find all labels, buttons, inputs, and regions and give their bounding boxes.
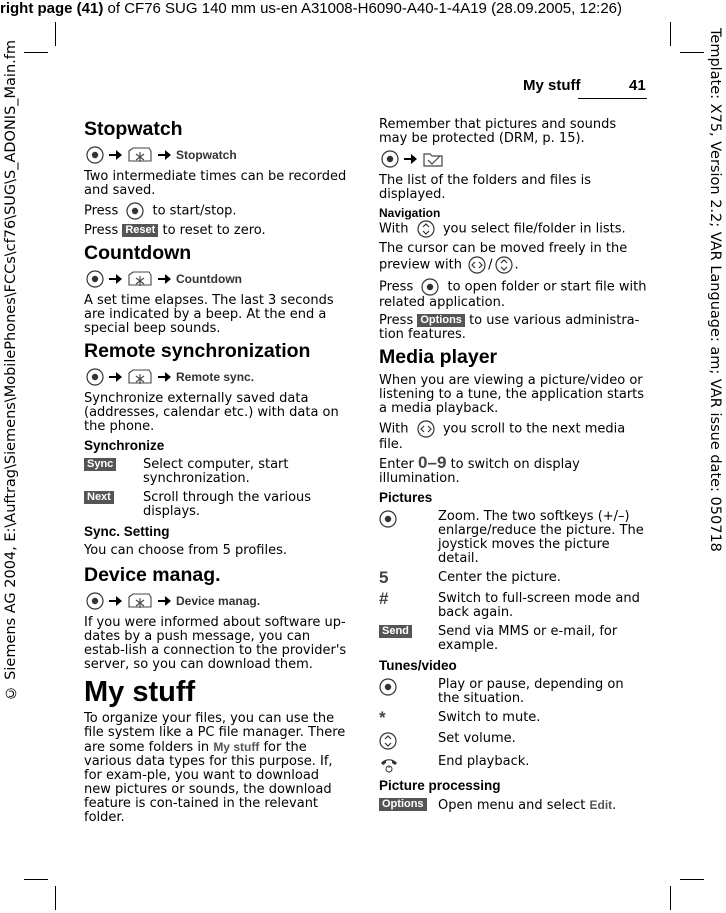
tunes-row-mute	[379, 708, 647, 727]
pictures-row-send	[379, 625, 647, 653]
arrow-right-icon	[404, 154, 417, 164]
device-manag-text: If you were informed about software up-dates by a push message, you can estab-lish a connection to the provider's server, so you can download them.	[84, 615, 347, 672]
key-cell	[379, 732, 438, 750]
remote-sync-heading: Remote synchronization	[84, 340, 311, 362]
fullscreen-desc: Switch to full-screen mode and back again.	[438, 591, 640, 620]
text-fragment: you select file/folder in lists.	[442, 221, 626, 237]
end-call-icon	[379, 755, 399, 773]
mystuff-link: My stuff	[213, 740, 260, 754]
extras-menu-icon	[127, 270, 153, 288]
stopwatch-text: Two intermediate times can be recorded and saved.	[84, 169, 347, 198]
next-softkey: Next	[84, 491, 114, 504]
navigation-text-4	[379, 314, 647, 342]
key-cell	[379, 798, 438, 813]
digit-keys: 0–9	[418, 453, 447, 472]
navigation-text-1	[379, 220, 647, 238]
joystick-leftright-icon	[417, 420, 435, 438]
mystuff-menu-path	[381, 150, 647, 168]
text-fragment: .	[514, 257, 519, 273]
stopwatch-menu-path	[86, 146, 350, 164]
text-fragment: Press	[84, 223, 119, 238]
volume-desc: Set volume.	[438, 731, 516, 746]
arrow-right-icon	[109, 372, 122, 382]
send-desc: Send via MMS or e-mail, for example.	[438, 624, 618, 653]
stopwatch-heading: Stopwatch	[84, 118, 183, 140]
text-fragment: Press	[379, 279, 414, 295]
extras-menu-icon	[127, 592, 153, 610]
text-fragment: to switch on display illumination.	[379, 457, 580, 486]
center-key-icon	[381, 150, 399, 168]
crop-mark	[24, 879, 48, 880]
crop-mark	[670, 22, 671, 46]
countdown-menu-path	[86, 270, 350, 288]
processing-desc	[438, 798, 647, 813]
sync-setting-text: You can choose from 5 profiles.	[84, 543, 287, 558]
stopwatch-path-label: Stopwatch	[176, 148, 237, 162]
crop-mark	[24, 52, 48, 53]
running-header	[523, 77, 646, 94]
joystick-updown-icon	[495, 256, 513, 274]
text-fragment: Press	[379, 313, 414, 328]
mystuff-heading: My stuff	[84, 676, 196, 708]
sync-key-cell	[84, 458, 143, 486]
key-cell	[379, 678, 438, 706]
print-slug-rest: of CF76 SUG 140 mm us-en A31008-H6090-A40-1-4A19 (28.09.2005, 12:26)	[103, 0, 623, 17]
key-star: *	[379, 708, 386, 727]
text-fragment: Open menu and select	[438, 798, 586, 813]
pictures-subheading: Pictures	[379, 490, 433, 505]
text-fragment: With	[379, 221, 409, 237]
media-player-heading: Media player	[379, 346, 498, 368]
device-manag-path-label: Device manag.	[176, 594, 261, 608]
text-fragment: To organize your files, you can use the file system like a PC file manager. There are some folders in	[84, 711, 346, 755]
end-desc: End playback.	[438, 754, 530, 769]
right-column	[379, 118, 647, 818]
text-fragment: to use various administra-tion features.	[379, 313, 640, 342]
tunes-row-end	[379, 755, 647, 773]
arrow-right-icon	[158, 274, 171, 284]
stopwatch-start-text	[84, 202, 350, 220]
synchronize-subheading: Synchronize	[84, 438, 165, 453]
text-fragment: you scroll to the next media file.	[379, 421, 626, 452]
text-fragment: /	[488, 257, 493, 273]
crop-mark	[680, 52, 704, 53]
text-fragment: to reset to zero.	[162, 223, 266, 238]
drm-note: Remember that pictures and sounds may be protected (DRM, p. 15).	[379, 117, 617, 146]
center-key-icon	[86, 270, 104, 288]
countdown-text: A set time elapses. The last 3 seconds are indicated by a beep. At the end a special beep sounds.	[84, 293, 334, 336]
media-text-1: When you are viewing a picture/video or listening to a tune, the application starts a media playback.	[379, 373, 645, 416]
mute-desc: Switch to mute.	[438, 710, 541, 725]
text-fragment: With	[379, 421, 409, 437]
key-cell	[379, 568, 438, 587]
center-key-icon	[421, 278, 439, 296]
joystick-updown-icon	[379, 732, 397, 750]
pictures-row-zoom	[379, 510, 647, 566]
device-manag-heading: Device manag.	[84, 564, 221, 586]
arrow-right-icon	[109, 274, 122, 284]
pictures-row-center	[379, 568, 647, 587]
navigation-text-3	[379, 278, 647, 310]
tunes-row-play	[379, 678, 647, 706]
center-key-icon	[379, 678, 397, 696]
reset-softkey: Reset	[122, 224, 158, 237]
stopwatch-reset-text	[84, 224, 350, 238]
key-cell	[379, 510, 438, 566]
text-fragment: Press	[84, 203, 119, 219]
mystuff-text	[84, 712, 350, 825]
media-text-2	[379, 420, 647, 452]
text-fragment: to open folder or start file with related application.	[379, 279, 647, 310]
text-fragment: Enter	[379, 457, 414, 472]
center-desc: Center the picture.	[438, 570, 561, 585]
navigation-subheading: Navigation	[379, 206, 441, 220]
print-slug-bold: right page (41)	[0, 0, 104, 17]
countdown-heading: Countdown	[84, 242, 192, 264]
center-key-icon	[86, 146, 104, 164]
tunes-row-volume	[379, 732, 647, 750]
template-info: Template: X75, Version 2.2; VAR Language: am; VAR issue date: 050718	[707, 28, 723, 552]
sync-setting-subheading: Sync. Setting	[84, 524, 170, 539]
extras-menu-icon	[127, 146, 153, 164]
list-displayed-text: The list of the folders and files is displayed.	[379, 173, 591, 202]
key-cell	[379, 708, 438, 727]
sync-desc: Select computer, start synchronization.	[143, 457, 289, 486]
next-desc: Scroll through the various displays.	[143, 490, 312, 519]
arrow-right-icon	[158, 150, 171, 160]
center-key-icon	[86, 368, 104, 386]
left-column	[84, 118, 350, 829]
text-fragment: for the various data types for this purpose. If, for exam-ple, you want to download new pictures or sounds, the download feature is con-tained in the relevant folder.	[84, 740, 333, 825]
send-softkey: Send	[379, 625, 412, 638]
center-key-icon	[126, 202, 144, 220]
crop-mark	[55, 886, 56, 910]
crop-mark	[670, 886, 671, 910]
options-softkey: Options	[417, 314, 465, 327]
text-fragment: The cursor can be moved freely in the preview with	[379, 241, 628, 273]
play-desc: Play or pause, depending on the situation.	[438, 677, 624, 706]
tunes-video-subheading: Tunes/video	[379, 658, 457, 673]
processing-row	[379, 798, 647, 813]
folder-icon	[422, 150, 444, 168]
navigation-text-2	[379, 242, 647, 274]
arrow-right-icon	[109, 150, 122, 160]
crop-mark	[680, 879, 704, 880]
pictures-row-fullscreen	[379, 589, 647, 620]
sync-softkey: Sync	[84, 458, 116, 471]
options-softkey: Options	[379, 798, 427, 811]
print-slug	[0, 0, 726, 17]
copyright-path: © Siemens AG 2004, E:\Auftrag\Siemens\MobilePhones\FCCs\cf76\SUG\S_ADONIS_Main.fm	[3, 40, 19, 701]
header-title: My stuff	[523, 77, 581, 94]
key-hash: #	[379, 589, 389, 608]
countdown-path-label: Countdown	[176, 272, 242, 286]
remote-sync-menu-path	[86, 368, 350, 386]
key-cell	[379, 755, 438, 773]
picture-processing-subheading: Picture processing	[379, 778, 501, 793]
media-text-3	[379, 453, 647, 486]
center-key-icon	[86, 592, 104, 610]
key-cell	[379, 589, 438, 620]
joystick-leftright-icon	[468, 256, 486, 274]
next-key-cell	[84, 491, 143, 519]
page-number: 41	[629, 77, 646, 94]
arrow-right-icon	[158, 372, 171, 382]
header-rule	[578, 98, 647, 99]
remote-sync-path-label: Remote sync.	[176, 370, 255, 384]
extras-menu-icon	[127, 368, 153, 386]
text-fragment: to start/stop.	[152, 203, 237, 219]
remote-sync-text: Synchronize externally saved data (addresses, calendar etc.) with data on the phone.	[84, 391, 339, 434]
crop-mark	[55, 22, 56, 46]
center-key-icon	[379, 510, 397, 528]
key-cell	[379, 625, 438, 653]
key-5: 5	[379, 568, 389, 587]
sync-row	[84, 458, 350, 486]
next-row	[84, 491, 350, 519]
text-fragment: .	[612, 798, 617, 813]
device-manag-menu-path	[86, 592, 350, 610]
edit-link: Edit	[589, 798, 613, 812]
joystick-updown-icon	[417, 220, 435, 238]
arrow-right-icon	[109, 596, 122, 606]
zoom-desc: Zoom. The two softkeys (+/–) enlarge/reduce the picture. The joystick moves the picture detail.	[438, 509, 644, 566]
arrow-right-icon	[158, 596, 171, 606]
